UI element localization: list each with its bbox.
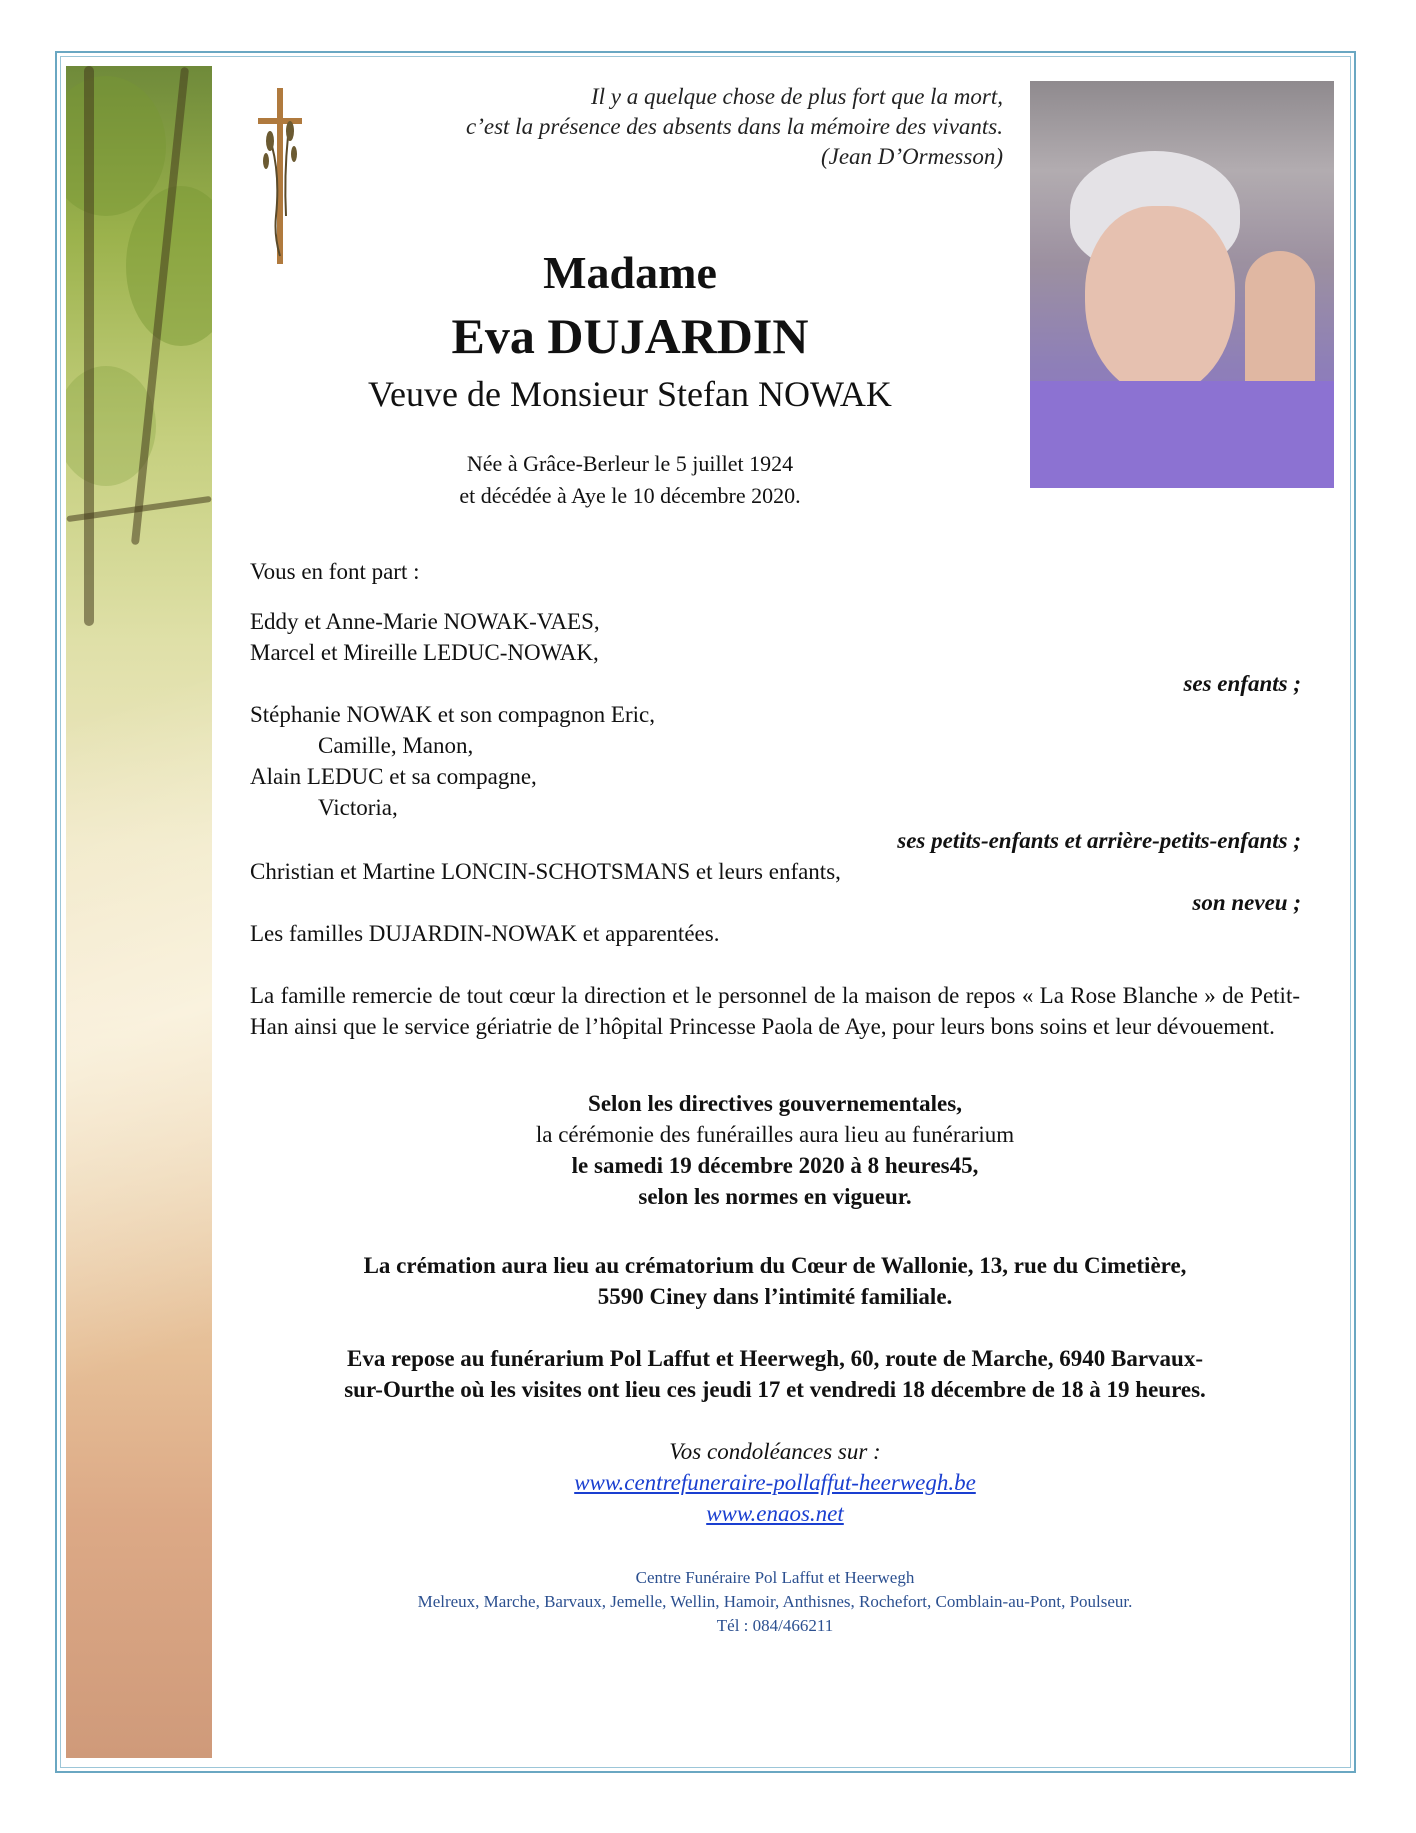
- children-label: ses enfants ;: [1183, 671, 1301, 696]
- deceased-name: Eva DUJARDIN: [451, 308, 809, 364]
- grandchild-2: Camille, Manon,: [318, 733, 474, 758]
- quote-line-1: Il y a quelque chose de plus fort que la mort,: [590, 84, 1003, 109]
- forest-photo-strip: [66, 66, 212, 1758]
- families: Les familles DUJARDIN-NOWAK et apparentées.: [250, 921, 720, 946]
- nephew-label: son neveu ;: [1192, 890, 1301, 915]
- visit-line-1: Eva repose au funérarium Pol Laffut et Heerwegh, 60, route de Marche, 6940 Barvaux-: [347, 1346, 1203, 1371]
- footer: [250, 1566, 1300, 1638]
- ceremony-line-4: selon les normes en vigueur.: [638, 1184, 912, 1209]
- ceremony: [250, 1088, 1300, 1212]
- quote-author: (Jean D’Ormesson): [820, 144, 1003, 169]
- ceremony-line-2: la cérémonie des funérailles aura lieu au funérarium: [535, 1122, 1015, 1147]
- condolences-label: Vos condoléances sur :: [669, 1439, 881, 1464]
- cremation: [250, 1250, 1300, 1312]
- ceremony-line-1: Selon les directives gouvernementales,: [588, 1091, 962, 1116]
- footer-phone: Tél : 084/466211: [716, 1616, 834, 1635]
- footer-name: Centre Funéraire Pol Laffut et Heerwegh: [635, 1568, 915, 1587]
- quote-line-2: c’est la présence des absents dans la mémoire des vivants.: [466, 114, 1003, 139]
- widow-of: Veuve de Monsieur Stefan NOWAK: [368, 374, 892, 414]
- visit: [250, 1343, 1300, 1405]
- footer-locations: Melreux, Marche, Barvaux, Jemelle, Wellin, Hamoir, Anthisnes, Rochefort, Comblain-au-Pont, Poulseur.: [417, 1592, 1133, 1611]
- born-line: Née à Grâce-Berleur le 5 juillet 1924: [466, 451, 794, 476]
- grandchild-3: Alain LEDUC et sa compagne,: [250, 764, 537, 789]
- child-2: Marcel et Mireille LEDUC-NOWAK,: [250, 640, 599, 665]
- died-line: et décédée à Aye le 10 décembre 2020.: [459, 483, 801, 508]
- cross-icon: [250, 86, 310, 266]
- visit-line-2: sur-Ourthe où les visites ont lieu ces jeudi 17 et vendredi 18 décembre de 18 à 19 heures.: [344, 1377, 1206, 1402]
- quote: [466, 82, 1003, 172]
- birth-death-dates: [250, 448, 1010, 512]
- grandchild-1: Stéphanie NOWAK et son compagnon Eric,: [250, 702, 655, 727]
- funeral-home-link[interactable]: www.centrefuneraire-pollaffut-heerwegh.be: [574, 1470, 976, 1495]
- condolences: [250, 1436, 1300, 1529]
- thanks-paragraph: La famille remercie de tout cœur la direction et le personnel de la maison de repos « La Rose Blanche » de Petit-Han ainsi que le service gériatrie de l’hôpital Princesse Paola de Aye, pour leurs bons soins et leur dévouement.: [250, 983, 1300, 1039]
- child-1: Eddy et Anne-Marie NOWAK-VAES,: [250, 609, 600, 634]
- portrait-photo: [1030, 81, 1334, 488]
- nephew: Christian et Martine LONCIN-SCHOTSMANS et leurs enfants,: [250, 859, 841, 884]
- cremation-line-2: 5590 Ciney dans l’intimité familiale.: [597, 1284, 953, 1309]
- grandchildren-label: ses petits-enfants et arrière-petits-enfants ;: [897, 828, 1301, 853]
- cremation-line-1: La crémation aura lieu au crématorium du Cœur de Wallonie, 13, rue du Cimetière,: [363, 1253, 1187, 1278]
- grandchild-4: Victoria,: [318, 795, 398, 820]
- intro: Vous en font part :: [250, 559, 420, 584]
- ceremony-line-3: le samedi 19 décembre 2020 à 8 heures45,: [571, 1153, 979, 1178]
- honorific: Madame: [543, 247, 717, 298]
- enaos-link[interactable]: www.enaos.net: [706, 1501, 844, 1526]
